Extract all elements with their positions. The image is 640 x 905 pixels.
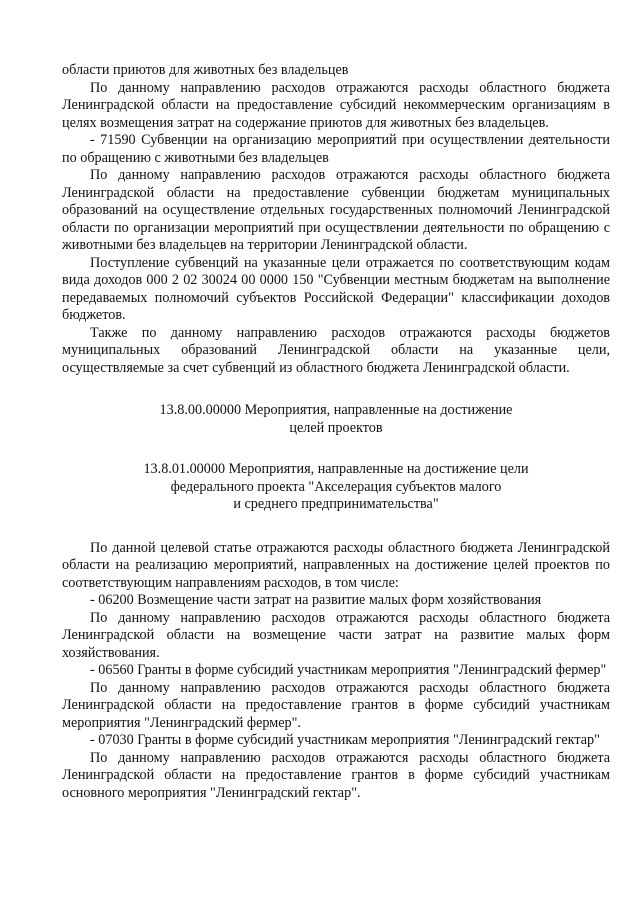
paragraph: По данному направлению расходов отражаются расходы областного бюджета Ленинградской области на предоставление грантов в форме субсидий участникам основного мероприятия "Ленинградский гектар".	[62, 749, 610, 801]
section-heading-line: целей проектов	[289, 419, 383, 436]
paragraph-item-71590: - 71590 Субвенции на организацию мероприятий при осуществлении деятельности по обращению с животными без владельцев	[62, 132, 610, 166]
subsection-heading	[62, 461, 610, 514]
paragraph-item-06200: - 06200 Возмещение части затрат на развитие малых форм хозяйствования	[90, 592, 542, 608]
paragraph-item-06560: - 06560 Гранты в форме субсидий участникам мероприятия "Ленинградский фермер"	[90, 662, 607, 678]
subsection-heading-line: федерального проекта "Акселерация субъектов малого	[170, 478, 502, 495]
paragraph: По данному направлению расходов отражаются расходы областного бюджета Ленинградской области на предоставление субвенции бюджетам муниципальных образований на осуществление отдельных государственных полномочий Ленинградской области по организации мероприятий при осуществлении деятельности по обращению с животными без владельцев на территории Ленинградской области.	[62, 167, 610, 253]
spacer	[62, 514, 610, 540]
paragraph-continuation: области приютов для животных без владельцев	[62, 62, 349, 78]
paragraph: Также по данному направлению расходов отражаются расходы бюджетов муниципальных образований Ленинградской области на указанные цели, осуществляемые за счет субвенций из областного бюджета Ленинградской области.	[62, 324, 610, 376]
paragraph: По данному направлению расходов отражаются расходы областного бюджета Ленинградской области на предоставление грантов в форме субсидий участникам мероприятия "Ленинградский фермер".	[62, 679, 610, 731]
paragraph: По данному направлению расходов отражаются расходы областного бюджета Ленинградской области на возмещение части затрат на развитие малых форм хозяйствования.	[62, 609, 610, 661]
section-heading-line: 13.8.00.00000 Мероприятия, направленные на достижение	[159, 402, 513, 418]
paragraph: По данному направлению расходов отражаются расходы областного бюджета Ленинградской области на предоставление субсидий некоммерческим организациям в целях возмещения затрат на содержание приютов для животных без владельцев.	[62, 79, 610, 131]
subsection-heading-line: и среднего предпринимательства"	[233, 496, 439, 512]
spacer	[62, 377, 610, 402]
section-heading	[62, 402, 610, 437]
spacer	[62, 437, 610, 461]
subsection-heading-line: 13.8.01.00000 Мероприятия, направленные на достижение цели	[143, 461, 529, 477]
paragraph: Поступление субвенций на указанные цели отражается по соответствующим кодам вида доходов 000 2 02 30024 00 0000 150 "Субвенции местным бюджетам на выполнение передаваемых полномочий субъектов Российской Федерации" классификации доходов бюджетов.	[62, 254, 610, 323]
paragraph: По данной целевой статье отражаются расходы областного бюджета Ленинградской области на реализацию мероприятий, направленных на достижение целей проектов по соответствующим направлениям расходов, в том числе:	[62, 539, 610, 591]
document-page	[62, 62, 610, 802]
paragraph-item-07030: - 07030 Гранты в форме субсидий участникам мероприятия "Ленинградский гектар"	[90, 732, 600, 748]
